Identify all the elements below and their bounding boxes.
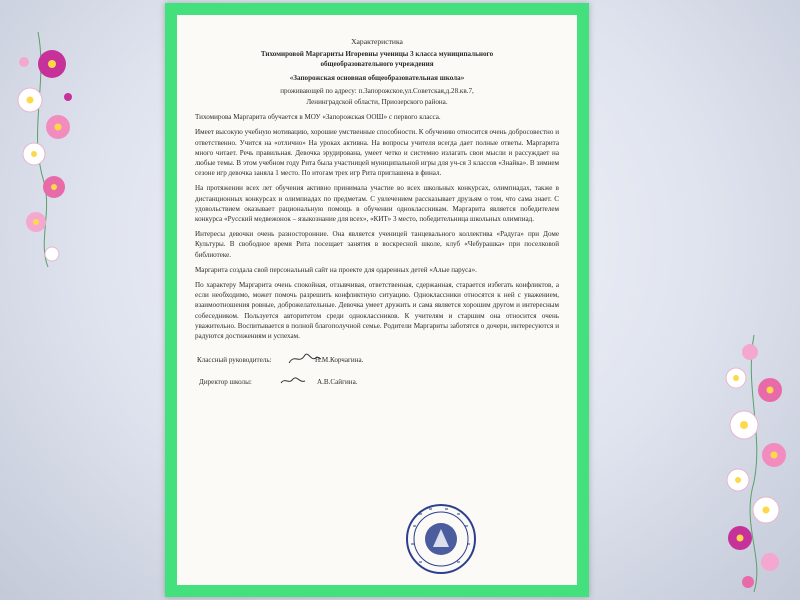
director-name: А.В.Сайгина. <box>317 378 358 387</box>
address-line-2: Ленинградской области, Приозерского района. <box>306 98 448 107</box>
director-label: Директор школы: <box>199 378 252 387</box>
teacher-name: Н.М.Корчагина. <box>315 356 364 365</box>
subject-line-2: общеобразовательного учреждения <box>320 60 434 69</box>
handwritten-signature-icon <box>279 373 309 389</box>
teacher-label: Классный руководитель: <box>197 356 272 365</box>
green-frame <box>165 3 589 597</box>
subject-line-1: Тихомировой Маргариты Игоревны ученицы 3 класса муниципального <box>260 50 494 59</box>
handwritten-signature-icon <box>287 351 323 367</box>
school-name: «Запорожская основная общеобразовательная школа» <box>289 73 465 82</box>
paragraph: На протяжении всех лет обучения активно принимала участие во всех школьных конкурсах, олимпиадах, также в дистанционных конкурсах и олимпиадах по предметам. С увлечением рассказывает друзьям о том, что сама знает. С удовольствием оказывает рациональную помощь в обучении одноклассникам. Маргарита является победителем конкурса «Русский медвежонок – языкознание для всех», «КИТ» 3 место, победительница школьных олимпиад. <box>195 184 559 224</box>
address-line-1: проживающей по адресу: п.Запорожское,ул.Советская,д.28.кв.7, <box>280 86 474 95</box>
paragraph: По характеру Маргарита очень спокойная, отзывчивая, ответственная, сдержанная, старается избегать конфликтов, а если необходимо, может помочь разрешить конфликтную ситуацию. Одноклассники относятся к ней с уважением, взаимоотношения ровные, доброжелательные. Девочка умеет дружить и сама является хорошим другом и интересным собеседником. Пользуется авторитетом среди одноклассников. К учителям и старшим она относится очень уважительно. Воспитывается в полной благополучной семье. Родители Маргариты заботятся о дочери, интересуются и радуются достижениям и успехам. <box>195 281 559 341</box>
paragraph: Имеет высокую учебную мотивацию, хорошие умственные способности. К обучению относится очень добросовестно и ответственно. Учится на «отлично» На уроках активна. На вопросы учителя всегда дает полные ответы. Маргарита много читает. Речь правильная. Девочка эрудирована, умеет четко и системно излагать свои мысли и рассуждает на любые темы. В этом учебном году Рита была участницей муниципальной игры для уч-ся 3 классов «Знайка». В зимнем сезоне игр девочка заняла 1 место. По итогам трех игр Рита приглашена в финал. <box>195 128 559 178</box>
document-title: Характеристика <box>351 37 403 46</box>
document-page <box>177 15 577 585</box>
characteristic-document <box>195 37 559 415</box>
paragraph: Тихомирова Маргарита обучается в МОУ «Запорожская ООШ» с первого класса. <box>195 113 441 122</box>
flower-garland-left-decoration <box>8 22 80 272</box>
teacher-signature-row <box>197 355 364 365</box>
director-signature-row <box>199 377 358 387</box>
signature-block <box>195 355 559 415</box>
school-stamp-icon <box>405 503 477 575</box>
paragraph: Маргарита создала свой персональный сайт на проекте для одаренных детей «Алые паруса». <box>195 265 477 274</box>
paragraph: Интересы девочки очень разносторонние. Она является ученицей танцевального коллектива «Радуга» при Доме Культуры. В свободное время Рита посещает занятия в воскресной школе, клуб «Чебурашка» при поселковой библиотеке. <box>195 230 559 259</box>
flower-garland-right-decoration <box>714 330 794 595</box>
